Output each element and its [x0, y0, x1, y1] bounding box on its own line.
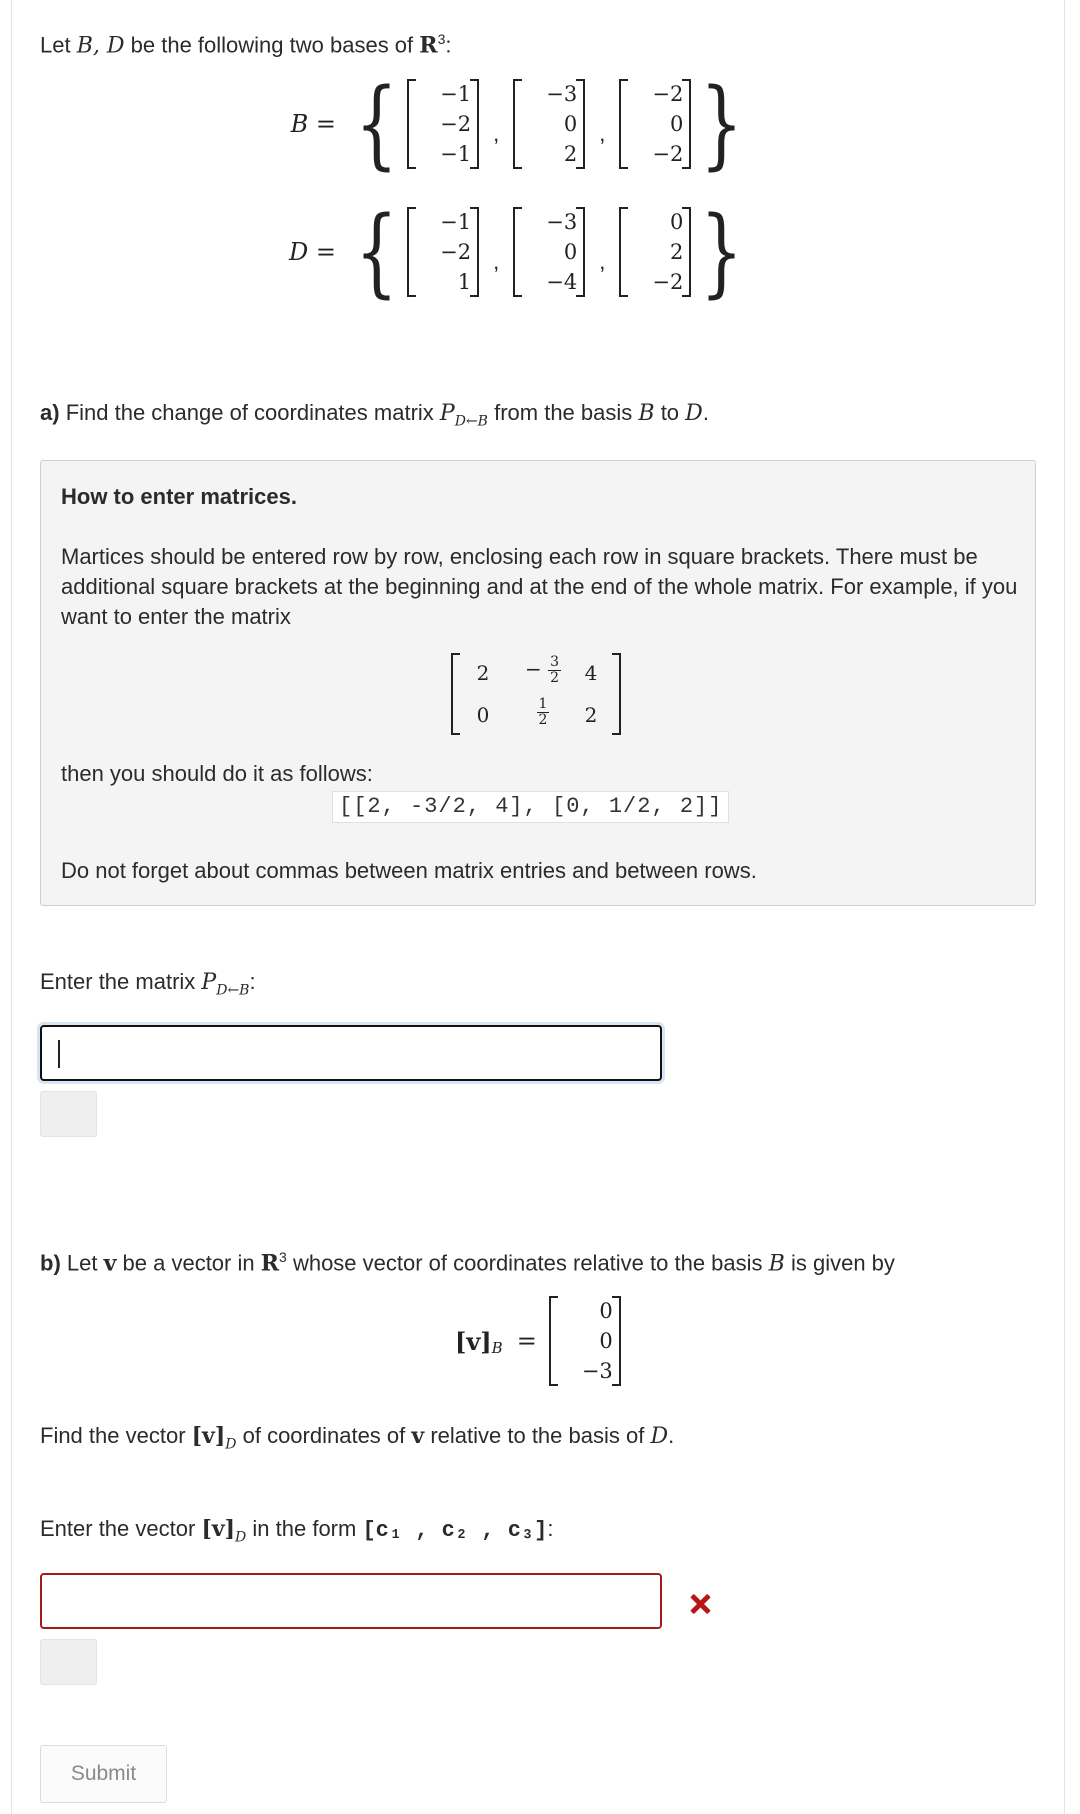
basis-b-set: B = { −1 −2 −1 , −3 0 2 , −2 0 −2 } — [276, 76, 752, 172]
vector-v-in-b: [v] $_B$ = 0 0 −3 — [455, 1296, 621, 1386]
example-matrix: 2 − $\frac{3}{2}$ 4 0 $\frac{1}{2}$ 2 — [451, 653, 621, 735]
example-code: [[2, -3/2, 4], [0, 1/2, 2]] — [332, 791, 729, 823]
find-vector-text: Find the vector $[v]_D$ of coordinates of v relative to the basis of D. — [40, 1423, 675, 1453]
example-frac-1-2: $\frac{1}{2}$ — [538, 696, 548, 728]
example-frac-neg-3-2: − $\frac{3}{2}$ — [524, 654, 560, 686]
basis-b-vector-3: −2 0 −2 — [619, 79, 691, 169]
vector-answer-input[interactable] — [40, 1573, 662, 1629]
how-to-paragraph: Martices should be entered row by row, enclosing each row in square brackets. There must be additional square brackets at the beginning and at the end of the whole matrix. For example, if you want to enter the matrix — [61, 544, 1018, 629]
basis-d-vector-3: 0 2 −2 — [619, 207, 691, 297]
submit-button[interactable]: Submit — [40, 1745, 167, 1803]
basis-d-vector-1: −1 −2 1 — [407, 207, 479, 297]
how-to-note: Do not forget about commas between matrix entries and between rows. — [61, 858, 757, 883]
close-brace: } — [700, 196, 744, 308]
enter-matrix-label: Enter the matrix $P_{D\leftarrow B}$: — [40, 969, 256, 999]
how-to-then: then you should do it as follows: — [61, 761, 373, 786]
how-to-title: How to enter matrices. — [61, 484, 297, 509]
matrix-answer-input[interactable] — [40, 1025, 662, 1081]
close-brace: } — [700, 68, 744, 180]
enter-vector-label: Enter the vector $[v]_D$ in the form [c₁ , c₂ , c₃]: — [40, 1516, 554, 1546]
vector-preview-button[interactable] — [40, 1639, 97, 1685]
open-brace: { — [355, 68, 398, 180]
part-b-question: b) Let v be a vector in $R^3$ whose vector of coordinates relative to the basis B is given by — [40, 1249, 895, 1277]
text-caret — [58, 1040, 60, 1068]
basis-b-vector-1: −1 −2 −1 — [407, 79, 479, 169]
basis-d-vector-2: −3 0 −4 — [513, 207, 585, 297]
part-a-question: a) Find the change of coordinates matrix $P_{D\leftarrow B}$ from the basis B to D. — [40, 400, 709, 430]
open-brace: { — [355, 196, 398, 308]
basis-d-set: D = { −1 −2 1 , −3 0 −4 , 0 2 −2 } — [276, 204, 752, 300]
matrix-preview-button[interactable] — [40, 1091, 97, 1137]
basis-b-label: B = — [290, 110, 336, 138]
basis-d-label: D = — [289, 238, 336, 266]
vector-v-b-values: 0 0 −3 — [549, 1296, 621, 1386]
intro-text: Let B, D be the following two bases of $R^3$: — [40, 31, 452, 59]
incorrect-x-icon — [690, 1594, 710, 1614]
basis-b-vector-2: −3 0 2 — [513, 79, 585, 169]
